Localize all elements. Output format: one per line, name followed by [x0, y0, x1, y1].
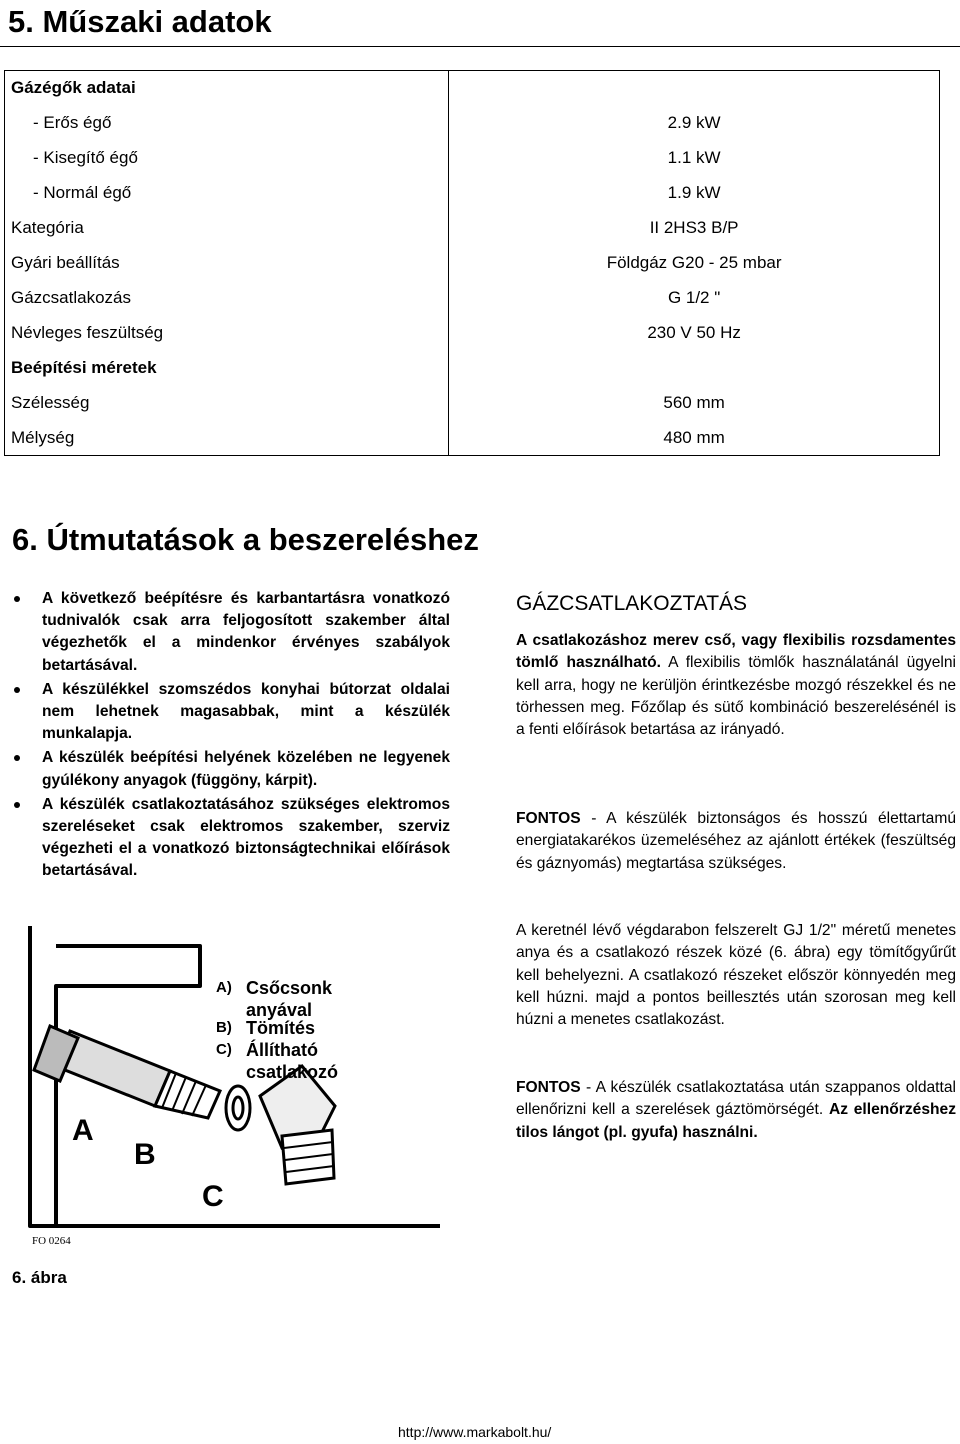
gas-connection-figure — [20, 926, 470, 1256]
table-row — [5, 106, 940, 141]
spec-label: Névleges feszültség — [11, 322, 164, 342]
spec-label: Mélység — [11, 427, 75, 447]
footer-url: http://www.markabolt.hu/ — [398, 1424, 552, 1440]
legend-c-text2: csatlakozó — [246, 1062, 339, 1082]
gas-connection-title: GÁZCSATLAKOZTATÁS — [516, 592, 748, 615]
list-item: A következő beépítésre és karbantartásra vonatkozó tudnivalók csak arra feljogosított szakember által végezhetők el a mindenkor érvényes szabályok betartásával. — [8, 588, 450, 677]
legend-b-letter: B) — [216, 1019, 232, 1036]
legend-a-text2: anyával — [246, 1000, 313, 1020]
gas-p1-bold: A csatlakozáshoz merev cső, vagy flexibilis rozsdamentes tömlő használható. — [516, 632, 956, 672]
table-row — [5, 315, 940, 350]
spec-value: 480 mm — [449, 420, 940, 455]
figure-caption: 6. ábra — [12, 1268, 67, 1287]
legend-a-text: Csőcsonk — [246, 978, 333, 998]
gas-paragraph-4 — [516, 1077, 956, 1144]
gas-paragraph-1 — [516, 630, 956, 741]
table-row — [5, 246, 940, 281]
spec-label: - Erős égő — [33, 113, 112, 133]
spec-value: G 1/2 " — [449, 280, 940, 315]
installation-instructions-list — [8, 588, 450, 885]
spec-label: Kategória — [11, 218, 84, 238]
important-label: FONTOS — [516, 810, 581, 827]
title-divider — [0, 46, 960, 47]
spec-label: - Normál égő — [33, 183, 132, 203]
important-label: FONTOS — [516, 1079, 581, 1096]
spec-value: 1.1 kW — [449, 141, 940, 176]
spec-value: 2.9 kW — [449, 106, 940, 141]
table-row — [5, 71, 940, 106]
spec-value: II 2HS3 B/P — [449, 211, 940, 246]
gas-p4-warning: Az ellenőrzéshez tilos lángot (pl. gyufa) használni. — [516, 1101, 957, 1141]
table-row — [5, 420, 940, 455]
legend-b-text: Tömítés — [246, 1018, 316, 1038]
list-item: A készülék beépítési helyének közelében ne legyenek gyúlékony anyagok (függöny, kárpit). — [8, 747, 450, 791]
part-label-a: A — [72, 1114, 94, 1147]
gas-p4-text: - A készülék csatlakoztatása után szappanos oldattal ellenőrizni kell a szerelések gáztömörségét. — [516, 1079, 956, 1119]
spec-label: Gyári beállítás — [11, 252, 120, 272]
pipe-stub-with-nut-drawing — [34, 1026, 220, 1118]
adjustable-elbow-drawing — [260, 1066, 335, 1184]
spec-value: 230 V 50 Hz — [449, 315, 940, 350]
table-row — [5, 141, 940, 176]
spec-label: Beépítési méretek — [11, 357, 157, 377]
spec-value: Földgáz G20 - 25 mbar — [449, 246, 940, 281]
spec-value — [449, 71, 940, 106]
spec-label: - Kisegítő égő — [33, 148, 138, 168]
legend-a-letter: A) — [216, 979, 232, 996]
technical-data-table — [4, 70, 940, 456]
spec-label: Gázégők adatai — [11, 78, 136, 98]
section-6-title: 6. Útmutatások a beszereléshez — [12, 522, 479, 557]
part-label-c: C — [202, 1180, 224, 1213]
spec-label: Gázcsatlakozás — [11, 287, 131, 307]
gas-paragraph-3: A keretnél lévő végdarabon felszerelt GJ 1/2" méretű menetes anya és a csatlakozó részek közé (6. ábra) egy tömítőgyűrűt kell behelyezni. A csatlakozó részeket először könnyedén meg kell húzni. majd a pontos beillesztés után szorosan meg kell húzni a menetes csatlakozást. — [516, 922, 956, 1029]
gas-p1-text: A flexibilis tömlők használatánál ügyelni kell arra, hogy ne kerüljön érintkezésbe mozgó részekkel és ne törhessen meg. Főzőlap és sütő kombináció beszerelésénél is a fenti előírások betartása az irányadó. — [516, 654, 956, 739]
list-item: A készülék csatlakoztatásához szükséges elektromos szereléseket csak elektromos szakember, szerviz végezheti el a vonatkozó biztonságtechnikai előírások betartásával. — [8, 794, 450, 883]
seal-ring-drawing — [226, 1086, 250, 1130]
figure-code: FO 0264 — [32, 1235, 71, 1247]
table-row — [5, 385, 940, 420]
gas-paragraph-2 — [516, 808, 956, 875]
spec-value: 560 mm — [449, 385, 940, 420]
gas-p2-text: - A készülék biztonságos és hosszú élettartamú energiatakarékos üzemeléséhez az ajánlott értékek (feszültség és gáznyomás) megtartása szükséges. — [516, 810, 956, 872]
table-row — [5, 280, 940, 315]
table-row — [5, 350, 940, 385]
section-5-title: 5. Műszaki adatok — [8, 4, 272, 39]
legend-c-text: Állítható — [246, 1040, 318, 1060]
part-label-b: B — [134, 1138, 156, 1171]
table-row — [5, 176, 940, 211]
spec-value — [449, 350, 940, 385]
list-item: A készülékkel szomszédos konyhai bútorzat oldalai nem lehetnek magasabbak, mint a készülék munkalapja. — [8, 679, 450, 746]
spec-value: 1.9 kW — [449, 176, 940, 211]
table-row — [5, 211, 940, 246]
legend-c-letter: C) — [216, 1041, 232, 1058]
spec-label: Szélesség — [11, 392, 90, 412]
